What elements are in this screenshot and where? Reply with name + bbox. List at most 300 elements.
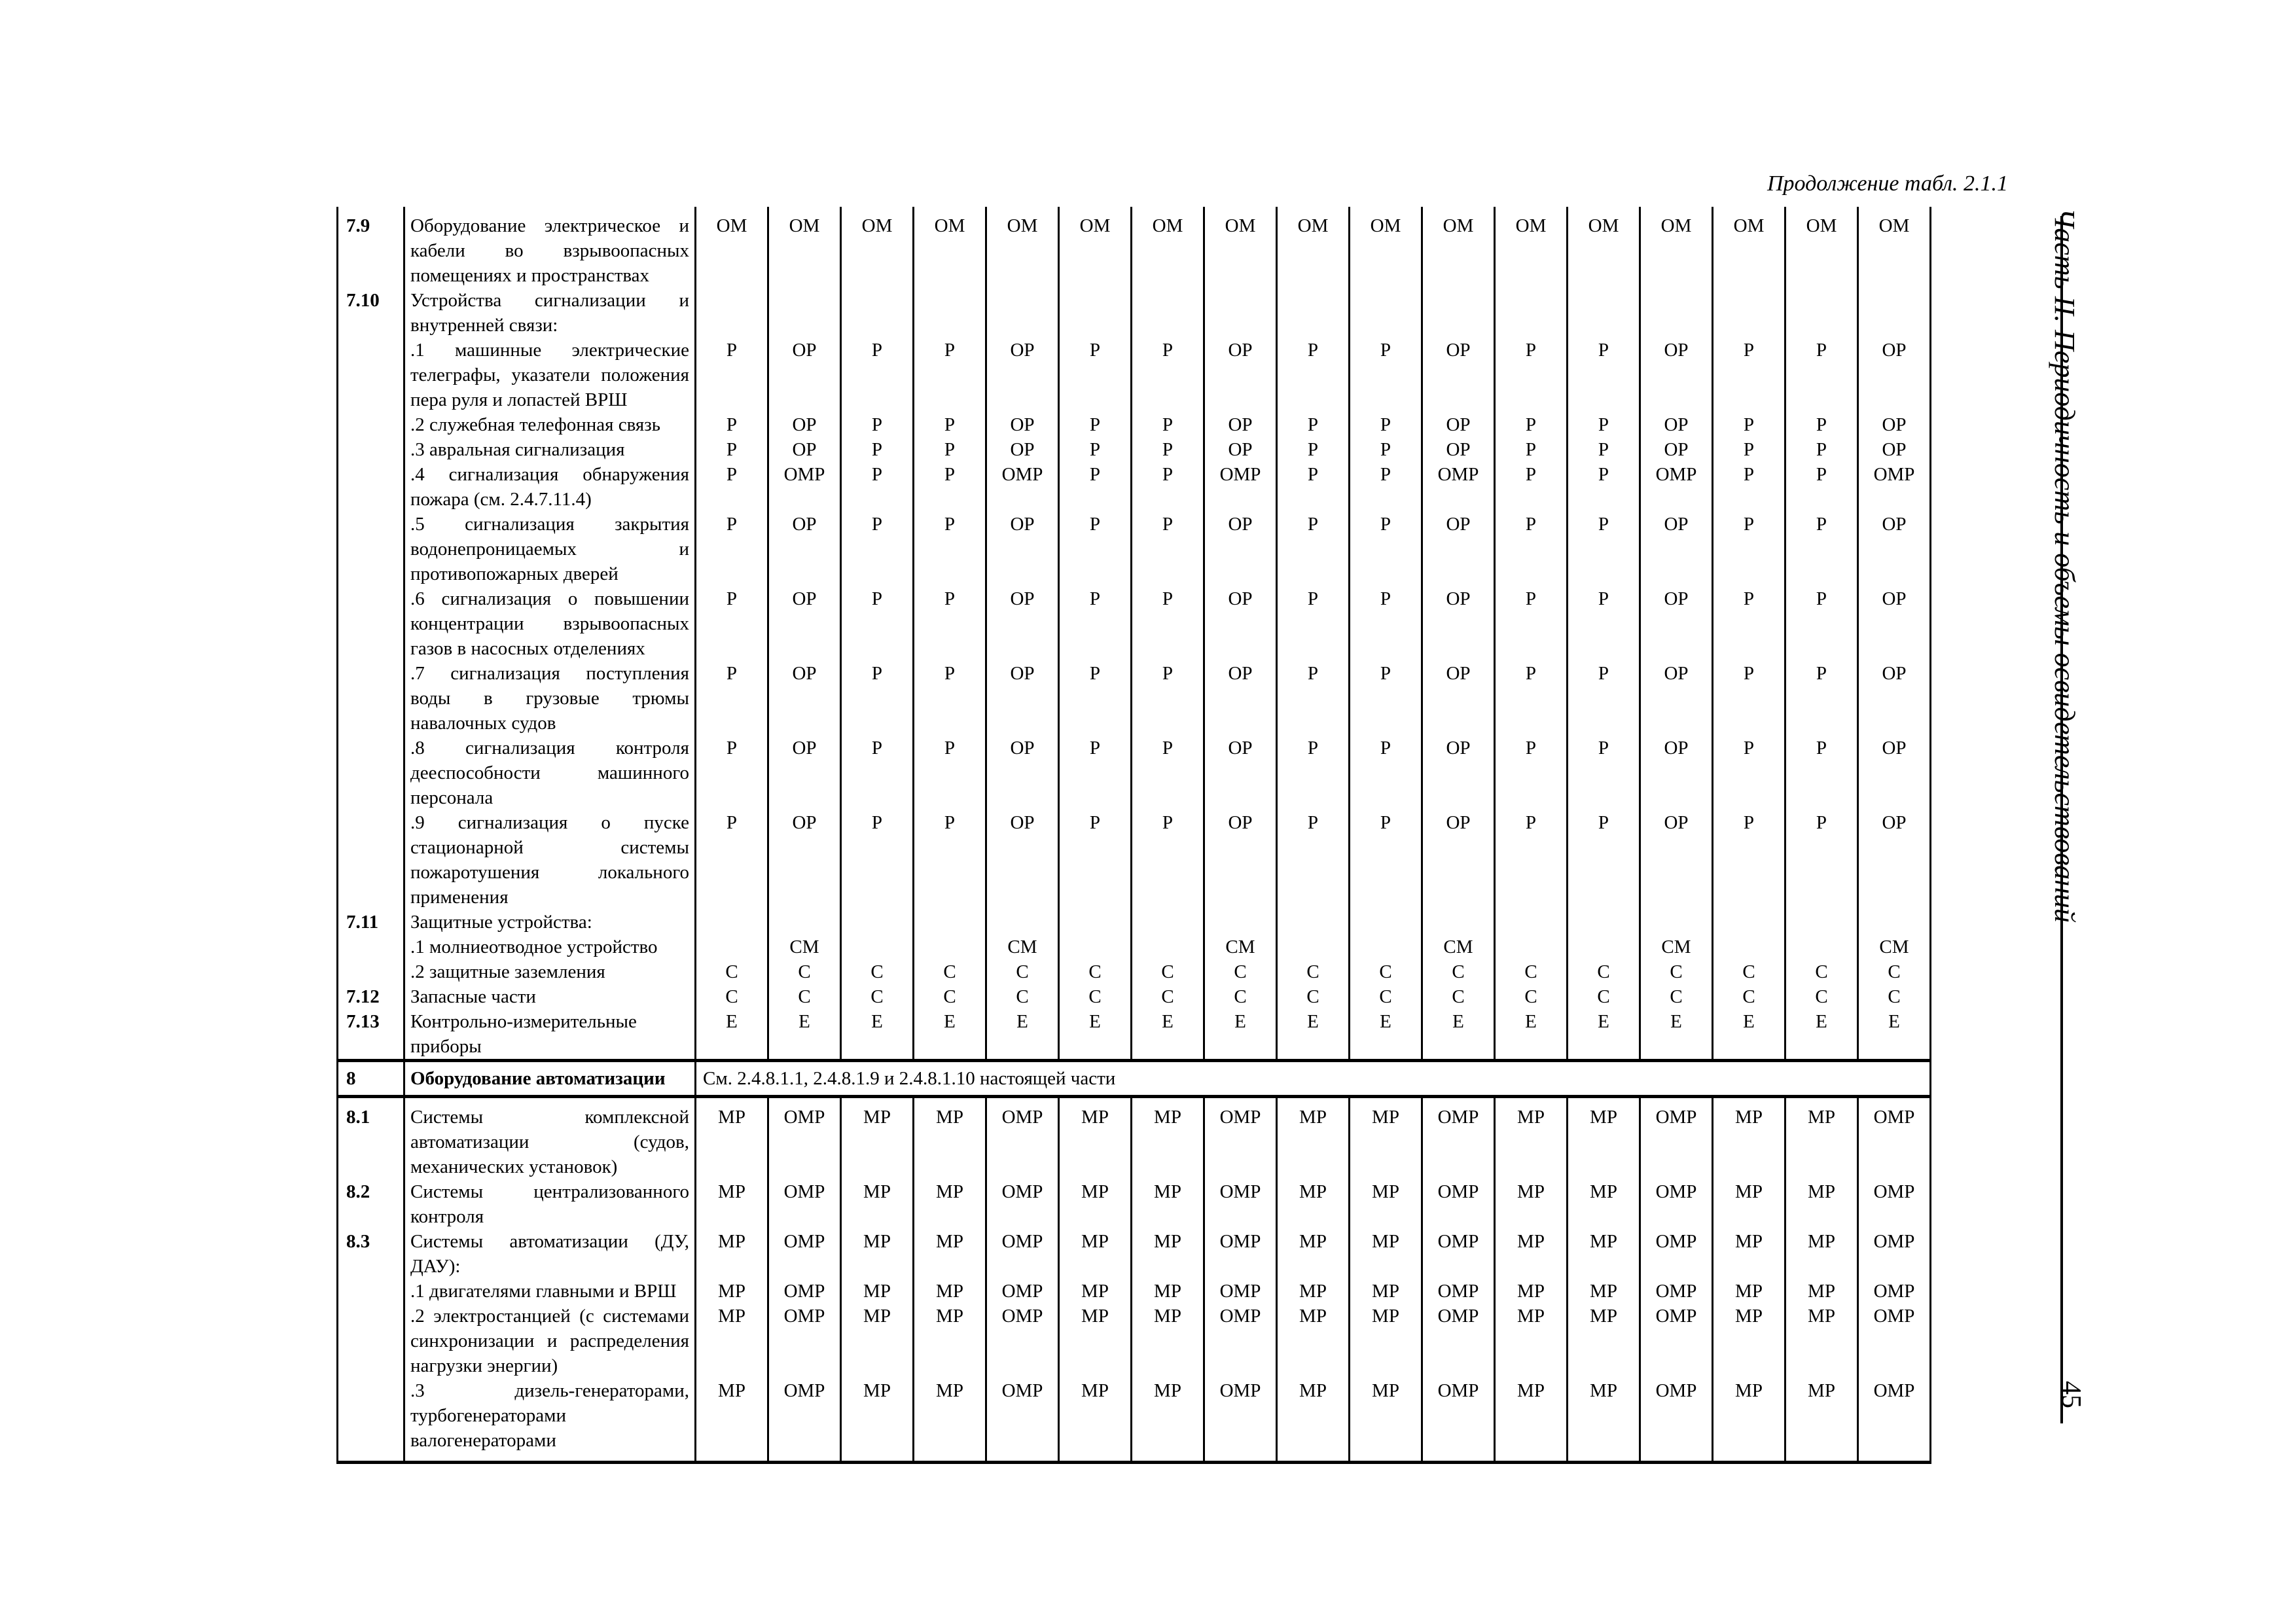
row-number — [338, 661, 404, 736]
table-row — [338, 288, 1931, 338]
survey-code-cell: ОМ — [914, 207, 986, 288]
survey-code-cell: ОМР — [1858, 462, 1931, 512]
survey-code-cell: ОР — [1204, 512, 1277, 586]
survey-code-cell: МР — [696, 1304, 768, 1378]
survey-code-cell: ОР — [1640, 437, 1713, 462]
survey-code-cell: ОМР — [1204, 1304, 1277, 1378]
section-8-row — [338, 1061, 1931, 1097]
survey-code-cell: Р — [914, 736, 986, 810]
survey-code-cell: С — [986, 959, 1059, 984]
survey-code-cell: ОМ — [1132, 207, 1204, 288]
section-8-title: Оборудование автоматизации — [404, 1061, 696, 1097]
row-number: 7.9 — [338, 207, 404, 288]
survey-code-cell: Р — [1785, 661, 1858, 736]
survey-code-cell: Р — [1132, 412, 1204, 437]
survey-code-cell: ОМ — [1858, 207, 1931, 288]
survey-code-cell: ОМР — [768, 1279, 841, 1304]
row-number — [338, 412, 404, 437]
survey-code-cell: Р — [1350, 512, 1422, 586]
survey-code-cell: С — [1858, 959, 1931, 984]
survey-code-cell — [914, 288, 986, 338]
row-name: .1 двигателями главными и ВРШ — [404, 1279, 696, 1304]
survey-code-cell: С — [768, 984, 841, 1009]
survey-code-cell: Р — [841, 810, 914, 910]
survey-code-cell: С — [841, 984, 914, 1009]
survey-code-cell: СМ — [1204, 935, 1277, 959]
survey-code-cell: ОМР — [768, 1179, 841, 1229]
survey-code-cell: Р — [1132, 810, 1204, 910]
survey-code-cell: Е — [914, 1009, 986, 1061]
row-name: .2 служебная телефонная связь — [404, 412, 696, 437]
survey-code-cell: ОМР — [1858, 1097, 1931, 1180]
row-name: Устройства сигнализации и внутренней связи: — [404, 288, 696, 338]
survey-code-cell: ОР — [1640, 412, 1713, 437]
survey-code-cell: МР — [1495, 1279, 1568, 1304]
table-row — [338, 661, 1931, 736]
row-name: .9 сигнализация о пуске стационарной системы пожаротушения локального применения — [404, 810, 696, 910]
survey-code-cell: С — [1713, 959, 1785, 984]
survey-code-cell: ОР — [1204, 810, 1277, 910]
survey-code-cell: С — [1132, 984, 1204, 1009]
survey-code-cell: МР — [1713, 1229, 1785, 1279]
survey-code-cell: МР — [1059, 1279, 1132, 1304]
survey-code-cell: МР — [841, 1097, 914, 1180]
survey-code-cell: МР — [696, 1179, 768, 1229]
table-row — [338, 437, 1931, 462]
survey-code-cell: МР — [1132, 1304, 1204, 1378]
survey-code-cell: ОР — [1858, 810, 1931, 910]
table-row — [338, 412, 1931, 437]
survey-code-cell: Р — [696, 661, 768, 736]
survey-code-cell: ОМР — [1204, 1378, 1277, 1463]
survey-code-cell: С — [1640, 984, 1713, 1009]
row-name: .7 сигнализация поступления воды в грузовые трюмы навалочных судов — [404, 661, 696, 736]
survey-code-cell: МР — [1785, 1378, 1858, 1463]
survey-code-cell: МР — [1495, 1179, 1568, 1229]
survey-code-cell: Р — [914, 661, 986, 736]
survey-code-cell: С — [1785, 959, 1858, 984]
survey-code-cell — [1785, 910, 1858, 935]
survey-code-cell: Р — [1132, 661, 1204, 736]
survey-code-cell: МР — [1495, 1229, 1568, 1279]
survey-code-cell: ОР — [986, 512, 1059, 586]
survey-code-cell: МР — [1568, 1378, 1640, 1463]
survey-code-cell: ОМ — [696, 207, 768, 288]
survey-code-cell: Р — [1495, 810, 1568, 910]
survey-code-cell: ОМР — [1422, 1304, 1495, 1378]
survey-code-cell: Е — [1277, 1009, 1350, 1061]
survey-code-cell: МР — [1350, 1304, 1422, 1378]
survey-code-cell: Р — [1350, 437, 1422, 462]
survey-code-cell — [1568, 935, 1640, 959]
survey-code-cell: ОР — [1858, 586, 1931, 661]
survey-code-cell: Р — [1350, 736, 1422, 810]
table-row — [338, 810, 1931, 910]
survey-code-cell: МР — [696, 1097, 768, 1180]
survey-code-cell: С — [696, 959, 768, 984]
survey-code-cell: МР — [1132, 1179, 1204, 1229]
survey-code-cell: Е — [1422, 1009, 1495, 1061]
row-name: .1 молниеотводное устройство — [404, 935, 696, 959]
survey-code-cell: ОР — [1640, 586, 1713, 661]
row-number — [338, 810, 404, 910]
survey-code-cell: МР — [1277, 1378, 1350, 1463]
table-row — [338, 338, 1931, 412]
survey-code-cell: ОМР — [986, 1279, 1059, 1304]
survey-code-cell: Р — [1132, 736, 1204, 810]
survey-code-cell — [768, 288, 841, 338]
survey-code-cell: ОМ — [1495, 207, 1568, 288]
survey-code-cell: С — [1350, 959, 1422, 984]
survey-code-cell: МР — [1059, 1229, 1132, 1279]
survey-code-cell: ОР — [1422, 586, 1495, 661]
survey-code-cell: ОМР — [986, 1179, 1059, 1229]
survey-code-cell: ОР — [986, 437, 1059, 462]
survey-code-cell: ОР — [986, 736, 1059, 810]
survey-code-cell: ОР — [1640, 661, 1713, 736]
survey-code-cell: Р — [841, 736, 914, 810]
survey-code-cell: МР — [1277, 1179, 1350, 1229]
survey-code-cell: ОР — [1640, 512, 1713, 586]
survey-code-cell: МР — [1785, 1179, 1858, 1229]
survey-code-cell: ОМР — [768, 1304, 841, 1378]
survey-code-cell: Р — [696, 586, 768, 661]
row-number — [338, 338, 404, 412]
row-name: .2 защитные заземления — [404, 959, 696, 984]
survey-code-cell: ОР — [1204, 586, 1277, 661]
survey-code-cell: ОР — [1422, 810, 1495, 910]
survey-code-cell: ОР — [986, 661, 1059, 736]
row-number: 8.2 — [338, 1179, 404, 1229]
survey-code-cell: С — [1277, 959, 1350, 984]
survey-code-cell: ОР — [1422, 512, 1495, 586]
survey-code-cell: ОР — [1204, 437, 1277, 462]
survey-code-cell: МР — [1785, 1304, 1858, 1378]
survey-code-cell — [841, 935, 914, 959]
row-number — [338, 959, 404, 984]
survey-code-cell: С — [1495, 959, 1568, 984]
survey-code-cell: Р — [696, 462, 768, 512]
survey-code-cell: Р — [841, 412, 914, 437]
survey-code-cell: МР — [841, 1279, 914, 1304]
row-name: .4 сигнализация обнаружения пожара (см. 2.4.7.11.4) — [404, 462, 696, 512]
survey-code-cell: ОР — [768, 437, 841, 462]
row-name: .1 машинные электрические телеграфы, указатели положения пера руля и лопастей ВРШ — [404, 338, 696, 412]
survey-code-cell: ОР — [768, 586, 841, 661]
survey-code-cell: МР — [696, 1279, 768, 1304]
survey-code-cell — [1568, 910, 1640, 935]
survey-code-cell — [696, 935, 768, 959]
survey-code-cell: Е — [841, 1009, 914, 1061]
survey-code-cell: СМ — [1422, 935, 1495, 959]
survey-code-cell: ОМР — [768, 462, 841, 512]
survey-code-cell: Р — [1713, 736, 1785, 810]
survey-code-cell — [1858, 910, 1931, 935]
survey-code-cell: ОР — [1204, 736, 1277, 810]
survey-code-cell: МР — [914, 1304, 986, 1378]
survey-code-cell: ОМР — [1422, 462, 1495, 512]
survey-code-cell: Р — [1495, 462, 1568, 512]
survey-code-cell: Р — [841, 437, 914, 462]
survey-code-cell — [1495, 910, 1568, 935]
survey-code-cell: МР — [914, 1097, 986, 1180]
survey-code-cell: ОМР — [1640, 1229, 1713, 1279]
table-row — [338, 1229, 1931, 1279]
survey-code-cell: С — [1059, 959, 1132, 984]
survey-code-cell: Р — [1713, 586, 1785, 661]
survey-code-cell — [1059, 935, 1132, 959]
section-8-reference: См. 2.4.8.1.1, 2.4.8.1.9 и 2.4.8.1.10 настоящей части — [696, 1061, 1931, 1097]
survey-code-cell: ОМР — [1204, 462, 1277, 512]
survey-code-cell: МР — [1785, 1229, 1858, 1279]
survey-code-cell: ОМР — [1422, 1097, 1495, 1180]
survey-code-cell: МР — [841, 1179, 914, 1229]
survey-code-cell: ОМ — [1350, 207, 1422, 288]
row-name: .2 электростанцией (с системами синхронизации и распределения нагрузки энергии) — [404, 1304, 696, 1378]
survey-code-cell — [1640, 910, 1713, 935]
survey-code-cell: ОМ — [1422, 207, 1495, 288]
row-name: Запасные части — [404, 984, 696, 1009]
survey-code-cell: С — [1132, 959, 1204, 984]
survey-code-cell: Е — [986, 1009, 1059, 1061]
survey-code-cell: ОМ — [1277, 207, 1350, 288]
survey-table — [336, 207, 1931, 1464]
page-number: 45 — [2056, 1381, 2086, 1408]
survey-code-cell: МР — [1350, 1097, 1422, 1180]
survey-code-cell: Р — [1568, 810, 1640, 910]
table-row — [338, 1378, 1931, 1463]
survey-code-cell: С — [1422, 959, 1495, 984]
survey-code-cell: МР — [1568, 1097, 1640, 1180]
survey-code-cell: С — [1204, 984, 1277, 1009]
survey-code-cell: Р — [1495, 661, 1568, 736]
survey-code-cell — [1785, 288, 1858, 338]
survey-code-cell: Е — [1204, 1009, 1277, 1061]
row-name: Системы автоматизации (ДУ, ДАУ): — [404, 1229, 696, 1279]
row-number — [338, 512, 404, 586]
survey-code-cell — [768, 910, 841, 935]
survey-code-cell — [914, 935, 986, 959]
survey-code-cell: МР — [1059, 1097, 1132, 1180]
row-name: Оборудование электрическое и кабели во взрывоопасных помещениях и пространствах — [404, 207, 696, 288]
survey-code-cell: МР — [1568, 1179, 1640, 1229]
survey-code-cell: МР — [1277, 1229, 1350, 1279]
survey-code-cell: С — [1059, 984, 1132, 1009]
table-row — [338, 959, 1931, 984]
survey-code-cell: ОР — [1858, 736, 1931, 810]
survey-code-cell: Р — [1277, 586, 1350, 661]
survey-code-cell: Р — [1568, 586, 1640, 661]
survey-code-cell: Р — [1350, 810, 1422, 910]
survey-code-cell: С — [696, 984, 768, 1009]
survey-code-cell: Е — [1785, 1009, 1858, 1061]
survey-code-cell: МР — [1495, 1097, 1568, 1180]
row-number — [338, 1304, 404, 1378]
survey-code-cell: Р — [1277, 512, 1350, 586]
survey-code-cell: Р — [1495, 437, 1568, 462]
survey-code-cell: ОР — [1422, 437, 1495, 462]
survey-code-cell — [1204, 288, 1277, 338]
table-row — [338, 462, 1931, 512]
survey-code-cell: Р — [1713, 412, 1785, 437]
survey-code-cell — [1640, 288, 1713, 338]
survey-code-cell: МР — [1059, 1179, 1132, 1229]
survey-code-cell — [914, 910, 986, 935]
survey-code-cell: ОМР — [1422, 1279, 1495, 1304]
survey-code-cell: ОМР — [1640, 1304, 1713, 1378]
survey-code-cell: С — [768, 959, 841, 984]
survey-code-cell: Р — [1495, 338, 1568, 412]
survey-code-cell: Р — [1277, 810, 1350, 910]
row-name: Защитные устройства: — [404, 910, 696, 935]
survey-code-cell — [1350, 288, 1422, 338]
survey-code-cell: Е — [1568, 1009, 1640, 1061]
survey-code-cell: МР — [841, 1378, 914, 1463]
survey-code-cell: ОР — [1204, 338, 1277, 412]
table-row — [338, 984, 1931, 1009]
survey-code-cell: Р — [1132, 586, 1204, 661]
table-section-8 — [338, 1097, 1931, 1463]
survey-code-cell: Е — [1350, 1009, 1422, 1061]
section-8-number: 8 — [338, 1061, 404, 1097]
survey-code-cell: Р — [841, 586, 914, 661]
row-name: Системы централизованного контроля — [404, 1179, 696, 1229]
table-row — [338, 935, 1931, 959]
survey-code-cell: МР — [841, 1229, 914, 1279]
survey-code-cell: Р — [1350, 462, 1422, 512]
survey-code-cell: МР — [1495, 1304, 1568, 1378]
survey-code-cell — [1713, 288, 1785, 338]
survey-code-cell: С — [1495, 984, 1568, 1009]
survey-code-cell: Р — [1495, 586, 1568, 661]
survey-code-cell: Р — [1350, 338, 1422, 412]
survey-code-cell: Р — [1059, 437, 1132, 462]
survey-code-cell: ОМР — [1422, 1378, 1495, 1463]
survey-code-cell: ОР — [768, 338, 841, 412]
survey-code-cell: ОМ — [1640, 207, 1713, 288]
survey-code-cell: Р — [1713, 661, 1785, 736]
survey-code-cell: Р — [914, 512, 986, 586]
row-number — [338, 736, 404, 810]
survey-code-cell — [1858, 288, 1931, 338]
survey-code-cell: С — [1640, 959, 1713, 984]
survey-code-cell: Р — [1132, 437, 1204, 462]
survey-code-cell: ОМР — [768, 1229, 841, 1279]
table-row — [338, 207, 1931, 288]
row-number — [338, 437, 404, 462]
survey-code-cell: ОР — [768, 810, 841, 910]
survey-code-cell: ОМР — [986, 1097, 1059, 1180]
survey-code-cell: ОР — [1858, 338, 1931, 412]
survey-code-cell: ОМР — [1204, 1229, 1277, 1279]
survey-code-cell: МР — [1713, 1378, 1785, 1463]
survey-code-cell — [1350, 935, 1422, 959]
survey-code-cell: ОМР — [1858, 1279, 1931, 1304]
survey-code-cell — [841, 910, 914, 935]
survey-code-cell: МР — [914, 1378, 986, 1463]
survey-code-cell: МР — [696, 1229, 768, 1279]
survey-code-cell: Р — [1059, 412, 1132, 437]
survey-code-cell: Р — [1350, 661, 1422, 736]
survey-code-cell — [696, 288, 768, 338]
survey-code-cell: ОР — [986, 810, 1059, 910]
survey-code-cell: Р — [1059, 810, 1132, 910]
survey-code-cell — [1785, 935, 1858, 959]
survey-code-cell — [1277, 910, 1350, 935]
survey-code-cell: Е — [768, 1009, 841, 1061]
survey-code-cell: Р — [1059, 736, 1132, 810]
survey-code-cell: ОМР — [986, 1304, 1059, 1378]
running-head: Часть II. Периодичность и объемы освидетельствований — [2049, 208, 2081, 923]
survey-code-cell: С — [1277, 984, 1350, 1009]
row-name: .5 сигнализация закрытия водонепроницаемых и противопожарных дверей — [404, 512, 696, 586]
survey-code-cell: ОМР — [1640, 1279, 1713, 1304]
survey-code-cell: МР — [1785, 1097, 1858, 1180]
survey-code-cell: С — [841, 959, 914, 984]
survey-code-cell — [1713, 910, 1785, 935]
survey-code-cell — [1059, 288, 1132, 338]
survey-code-cell: ОР — [1422, 412, 1495, 437]
survey-code-cell: ОР — [1204, 412, 1277, 437]
survey-code-cell: Е — [1640, 1009, 1713, 1061]
table-row — [338, 1009, 1931, 1061]
survey-code-cell: ОМР — [1640, 1378, 1713, 1463]
survey-code-cell: ОМР — [1858, 1229, 1931, 1279]
survey-code-cell: МР — [841, 1304, 914, 1378]
survey-code-cell: Р — [1568, 736, 1640, 810]
survey-code-cell: Р — [1495, 412, 1568, 437]
survey-code-cell: ОМ — [1059, 207, 1132, 288]
survey-code-cell: ОМР — [768, 1378, 841, 1463]
survey-code-cell: Р — [1568, 412, 1640, 437]
survey-code-cell — [841, 288, 914, 338]
survey-code-cell: ОМ — [768, 207, 841, 288]
survey-code-cell: ОР — [1858, 412, 1931, 437]
survey-code-cell: ОР — [768, 512, 841, 586]
survey-code-cell: ОМР — [1422, 1229, 1495, 1279]
survey-code-cell: ОР — [768, 412, 841, 437]
survey-code-cell: СМ — [986, 935, 1059, 959]
row-number — [338, 1279, 404, 1304]
survey-code-cell: Р — [696, 810, 768, 910]
survey-code-cell — [1277, 288, 1350, 338]
survey-code-cell: ОМР — [1858, 1304, 1931, 1378]
survey-code-cell: ОР — [1422, 661, 1495, 736]
survey-code-cell: ОМР — [1858, 1378, 1931, 1463]
table-caption: Продолжение табл. 2.1.1 — [1767, 171, 2009, 196]
survey-code-cell: С — [914, 959, 986, 984]
survey-code-cell: Р — [914, 462, 986, 512]
survey-code-cell: С — [914, 984, 986, 1009]
survey-code-cell: Р — [1277, 661, 1350, 736]
survey-code-cell: Р — [1785, 586, 1858, 661]
survey-code-cell: Р — [1277, 462, 1350, 512]
survey-code-cell: МР — [1277, 1279, 1350, 1304]
survey-code-cell: МР — [914, 1179, 986, 1229]
survey-code-cell: МР — [1568, 1304, 1640, 1378]
survey-code-cell: ОР — [768, 661, 841, 736]
survey-code-cell: Р — [1132, 512, 1204, 586]
survey-code-cell: Р — [1785, 810, 1858, 910]
survey-code-cell: ОМР — [986, 1229, 1059, 1279]
survey-code-cell: ОР — [1858, 661, 1931, 736]
survey-code-cell: Р — [1713, 437, 1785, 462]
survey-code-cell: МР — [1350, 1279, 1422, 1304]
row-name: .8 сигнализация контроля дееспособности машинного персонала — [404, 736, 696, 810]
survey-code-cell: МР — [1277, 1304, 1350, 1378]
survey-code-cell: МР — [1713, 1279, 1785, 1304]
survey-code-cell: ОМ — [841, 207, 914, 288]
